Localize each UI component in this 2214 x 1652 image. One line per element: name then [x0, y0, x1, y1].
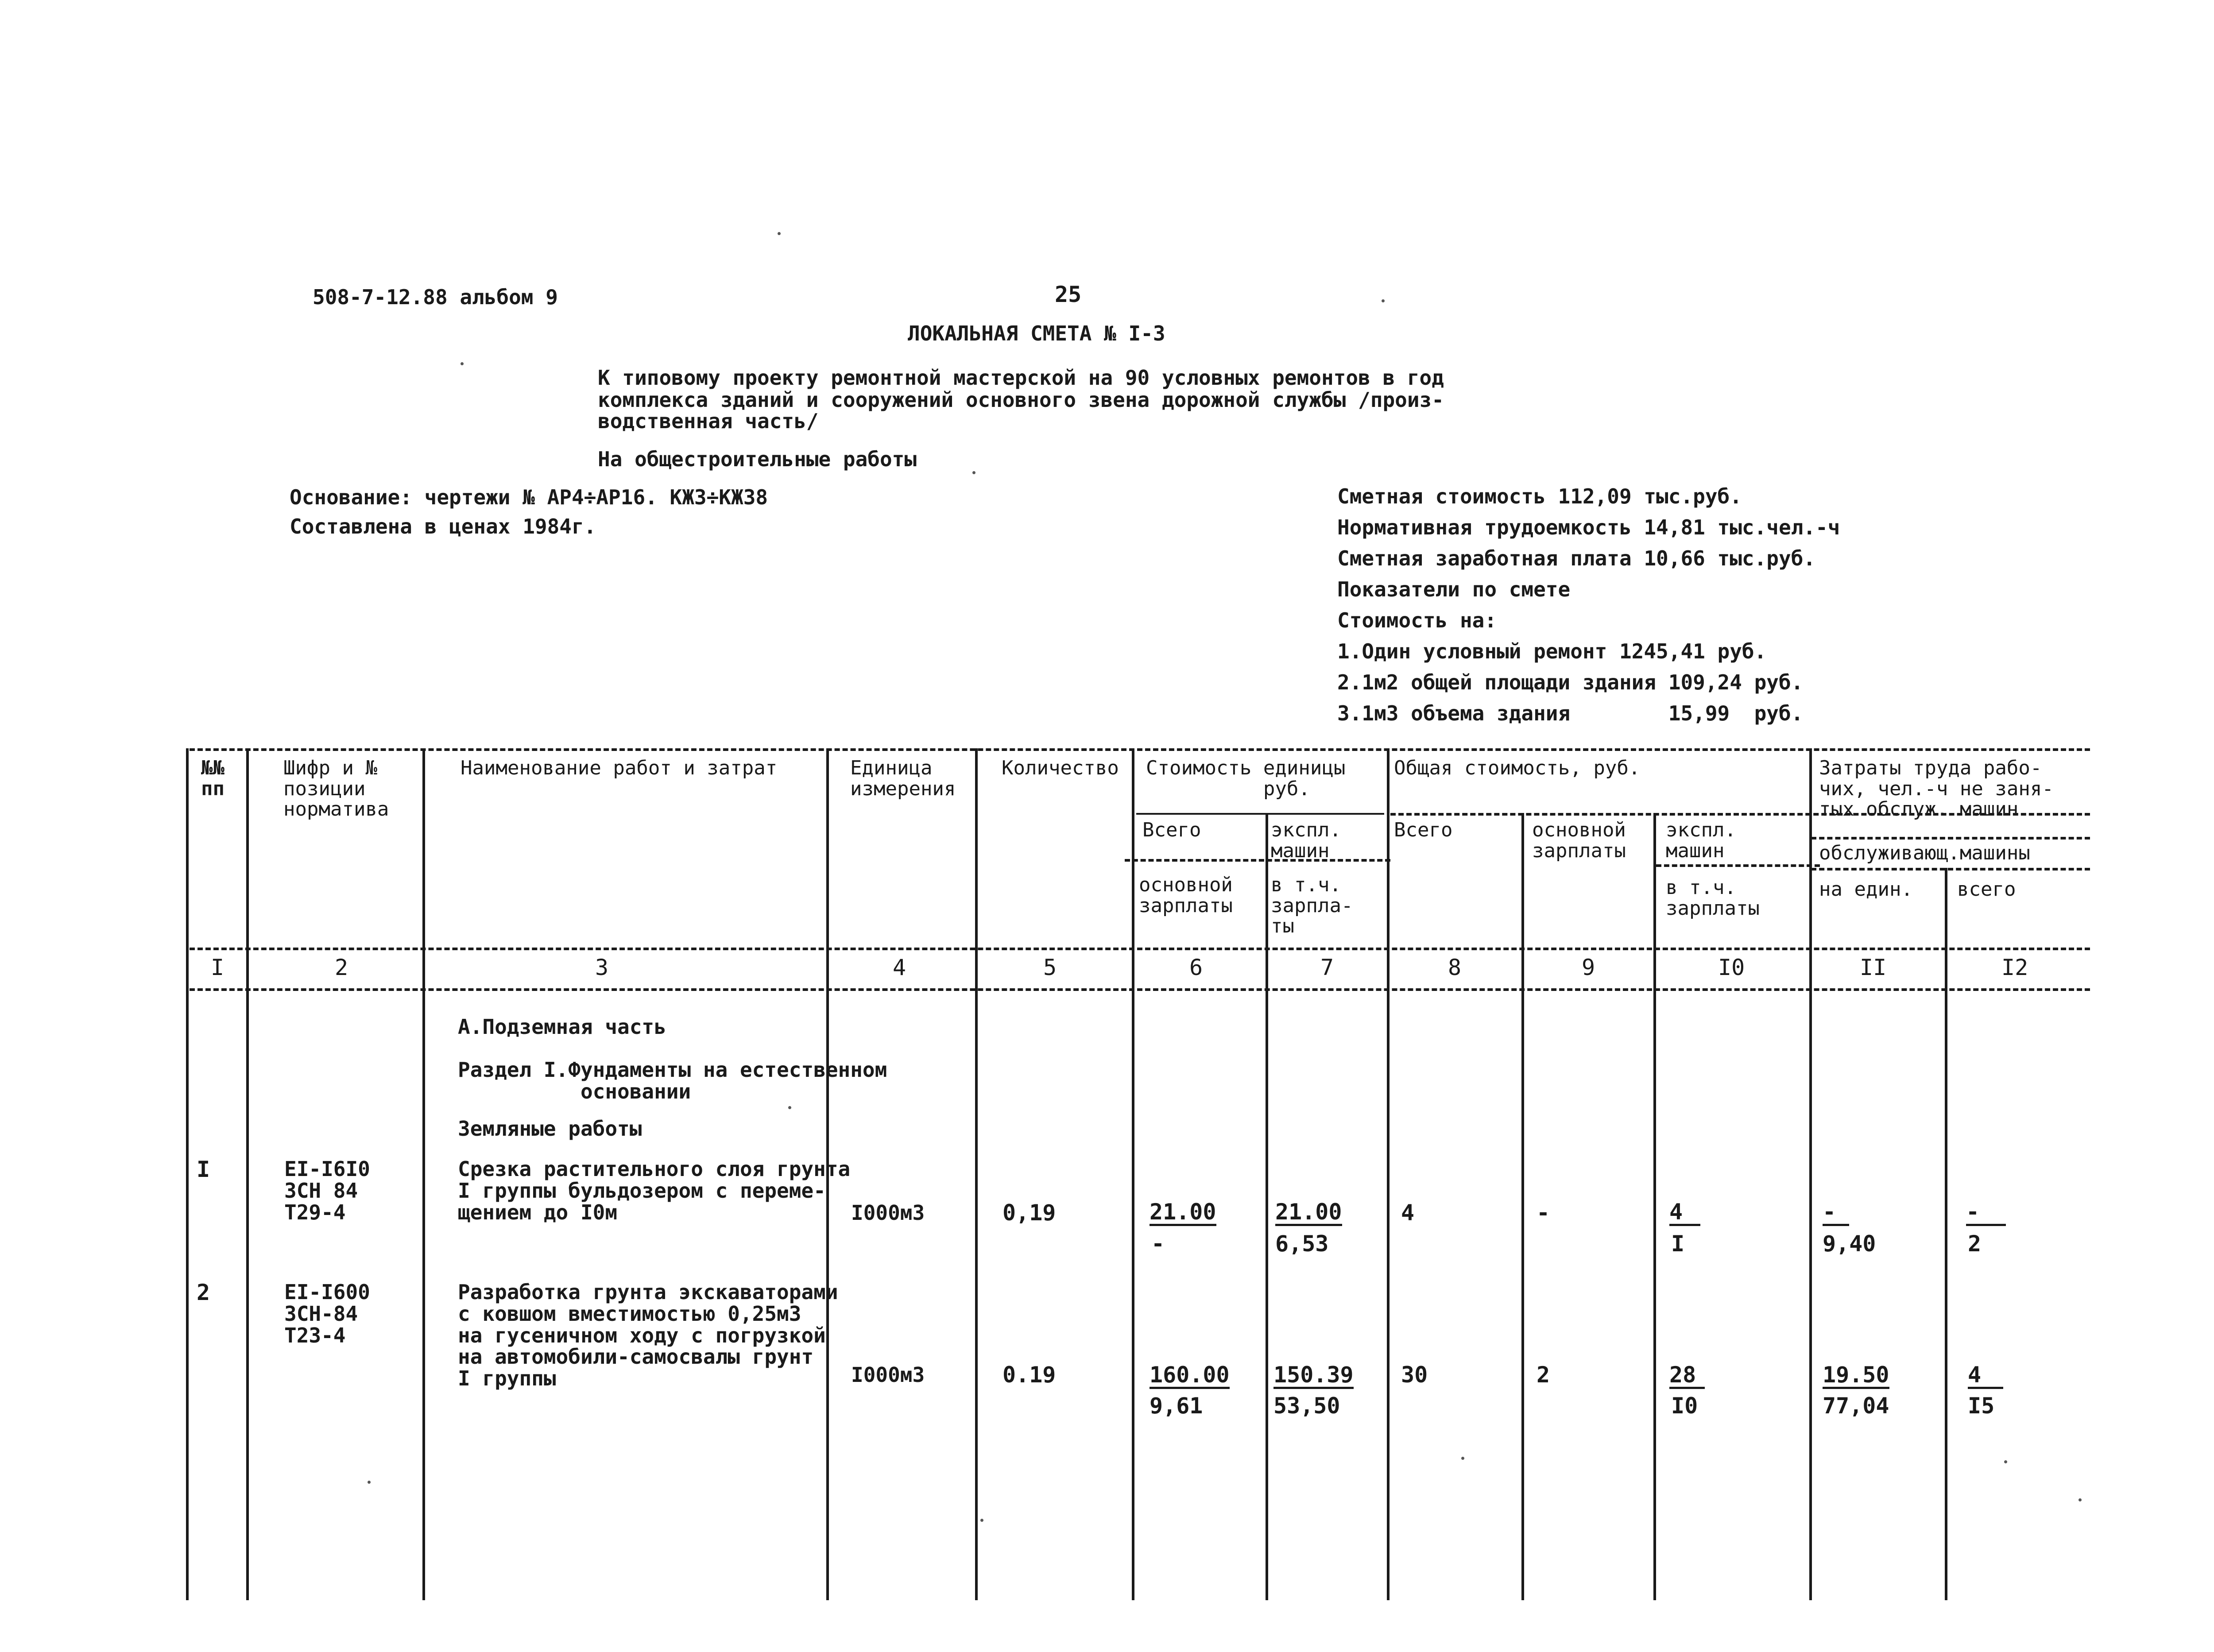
table-rule-header-bottom: [190, 948, 2090, 950]
column-number: 7: [1320, 955, 1334, 980]
header-unit-cost-machines: экспл. машин: [1271, 819, 1341, 862]
column-number: 6: [1189, 955, 1203, 980]
row-code: EI-I6I0 ЗСН 84 Т29-4: [284, 1157, 370, 1224]
document-code: 508-7-12.88 альбом 9: [313, 285, 558, 309]
subtitle-line: К типовому проекту ремонтной мастерской на 90 условных ремонтов в год: [598, 366, 1444, 390]
row-work-name: Разработка грунта экскаваторами с ковшом вместимостью 0,25м3 на гусеничном ходу с погрузкой на автомобили-самосвалы грунт I группы: [458, 1280, 838, 1390]
table-rule-sub4: [1811, 837, 2090, 840]
table-col-line: [422, 748, 425, 1600]
row-quantity: 0.19: [1002, 1362, 1056, 1388]
row-unit: I000м3: [851, 1201, 925, 1225]
table-col-line: [1387, 748, 1390, 1600]
header-name: Наименование работ и затрат: [461, 757, 778, 779]
header-code: Шифр и № позиции норматива: [283, 757, 389, 821]
scan-speck: [1461, 1457, 1464, 1460]
scan-speck: [980, 1519, 983, 1522]
prices-note: Составлена в ценах 1984г.: [290, 515, 596, 538]
header-labor-total: всего: [1957, 878, 2016, 901]
table-rule-top: [190, 748, 2090, 751]
column-number: I2: [2001, 955, 2028, 980]
column-number: 5: [1043, 955, 1057, 980]
row-labor-per-unit-operators: 77,04: [1823, 1393, 1889, 1419]
table-rule-colnums-bottom: [190, 988, 2090, 991]
row-total-basic-wages: -: [1537, 1200, 1550, 1226]
header-labor-costs: Затраты труда рабо- чих, чел.-ч не заня- тых обслуж. машин: [1819, 757, 2054, 821]
row-total-machines: 4: [1669, 1201, 1700, 1226]
row-labor-total: -: [1966, 1201, 2006, 1226]
row-total-cost: 4: [1401, 1200, 1415, 1226]
header-unit-cost-basic-wages: основной зарплаты: [1139, 874, 1233, 917]
section-heading: А.Подземная часть: [458, 1015, 666, 1039]
summary-wages: Сметная заработная плата 10,66 тыс.руб.: [1337, 546, 1816, 570]
summary-per-repair: 1.Один условный ремонт 1245,41 руб.: [1337, 639, 1767, 663]
basis-line: Основание: чертежи № АР4÷АР16. КЖ3÷КЖ38: [290, 485, 768, 509]
header-unit-cost-total: Всего: [1142, 819, 1201, 841]
subtitle-line: комплекса зданий и сооружений основного звена дорожной службы /произ-: [598, 388, 1444, 412]
summary-cost-per: Стоимость на:: [1337, 608, 1497, 632]
header-total-machines: экспл. машин: [1666, 819, 1736, 862]
scan-speck: [1382, 299, 1385, 302]
row-unit: I000м3: [851, 1363, 925, 1387]
table-rule-sub3: [1656, 864, 1820, 867]
table-col-line: [1132, 748, 1134, 1600]
header-unit: Единица измерения: [850, 757, 956, 800]
row-work-name: Срезка растительного слоя грунта I группы бульдозером с переме- щением до I0м: [458, 1157, 851, 1224]
header-quantity: Количество: [1002, 757, 1119, 779]
summary-per-m3: 3.1м3 объема здания 15,99 руб.: [1337, 701, 1804, 725]
scan-speck: [778, 232, 781, 235]
column-number: II: [1860, 955, 1887, 980]
row-number: 2: [197, 1280, 210, 1305]
table-col-line: [246, 748, 249, 1600]
row-unit-cost-basic-wages: 9,61: [1150, 1393, 1203, 1419]
section-heading: Земляные работы: [458, 1117, 642, 1141]
row-quantity: 0,19: [1002, 1200, 1056, 1226]
column-number: 8: [1448, 955, 1462, 980]
page-number: 25: [1055, 282, 1082, 307]
table-col-line: [1266, 813, 1268, 1600]
summary-estimated-cost: Сметная стоимость 112,09 тыс.руб.: [1337, 484, 1742, 508]
row-unit-cost-incl-wages: 6,53: [1275, 1231, 1329, 1257]
header-labor-machine-operators: обслуживающ.машины: [1819, 842, 2030, 864]
row-labor-total-operators: I5: [1968, 1393, 1995, 1419]
row-unit-cost-incl-wages: 53,50: [1273, 1393, 1340, 1419]
column-number: I: [211, 955, 224, 980]
scan-speck: [2004, 1460, 2007, 1463]
table-col-line: [975, 748, 978, 1600]
row-labor-per-unit: 19.50: [1823, 1364, 1889, 1389]
table-col-line: [186, 748, 189, 1600]
table-col-line: [1521, 813, 1524, 1600]
header-labor-per-unit: на един.: [1819, 878, 1913, 901]
row-number: I: [197, 1157, 210, 1182]
row-labor-per-unit: -: [1823, 1201, 1849, 1226]
row-total-cost: 30: [1401, 1362, 1428, 1388]
table-col-line: [1809, 748, 1812, 1600]
row-unit-cost-basic-wages: -: [1151, 1231, 1165, 1257]
row-total-machines: 28: [1669, 1364, 1705, 1389]
row-unit-cost-total: 160.00: [1150, 1364, 1230, 1389]
row-unit-cost-machines: 21.00: [1275, 1201, 1342, 1226]
document-title: ЛОКАЛЬНАЯ СМЕТА № I-3: [908, 321, 1165, 345]
table-col-line: [1653, 813, 1656, 1600]
table-rule-unitcost: [1136, 813, 1384, 815]
scan-speck: [461, 362, 464, 365]
row-code: EI-I600 ЗСН-84 Т23-4: [284, 1280, 370, 1347]
table-rule-sub5: [1811, 868, 2090, 870]
scan-speck: [788, 1106, 791, 1109]
row-total-incl-wages: I: [1671, 1231, 1685, 1257]
header-total-incl-wages: в т.ч. зарплаты: [1666, 876, 1760, 920]
row-unit-cost-total: 21.00: [1150, 1201, 1216, 1226]
row-labor-total-operators: 2: [1968, 1231, 1982, 1257]
summary-per-m2: 2.1м2 общей площади здания 109,24 руб.: [1337, 670, 1804, 694]
summary-indicators: Показатели по смете: [1337, 577, 1571, 601]
column-number: 3: [595, 955, 609, 980]
scan-speck: [368, 1481, 371, 1484]
table-rule-sub2: [1125, 859, 1390, 862]
column-number: I0: [1718, 955, 1745, 980]
header-number: №№ пп: [201, 757, 224, 800]
summary-labor-intensity: Нормативная трудоемкость 14,81 тыс.чел.-ч: [1337, 515, 1840, 539]
row-total-incl-wages: I0: [1671, 1393, 1698, 1419]
header-unit-cost-incl-wages: в т.ч. зарпла- ты: [1271, 874, 1353, 938]
section-heading: Раздел I.Фундаменты на естественном основании: [458, 1058, 887, 1103]
header-total-cost-all: Всего: [1394, 819, 1453, 841]
scan-speck: [972, 471, 975, 474]
column-number: 9: [1582, 955, 1595, 980]
row-labor-total: 4: [1968, 1364, 2003, 1389]
scan-speck: [2079, 1498, 2082, 1501]
work-type: На общестроительные работы: [598, 447, 917, 471]
table-col-line: [1945, 868, 1947, 1600]
row-total-basic-wages: 2: [1537, 1362, 1550, 1388]
column-number: 2: [335, 955, 348, 980]
column-number: 4: [893, 955, 906, 980]
header-unit-cost: Стоимость единицы руб.: [1146, 757, 1346, 800]
header-total-cost: Общая стоимость, руб.: [1394, 757, 1641, 779]
header-total-basic-wages: основной зарплаты: [1532, 819, 1626, 862]
subtitle-line: водственная часть/: [598, 409, 819, 433]
row-unit-cost-machines: 150.39: [1273, 1364, 1354, 1389]
row-labor-per-unit-operators: 9,40: [1823, 1231, 1876, 1257]
